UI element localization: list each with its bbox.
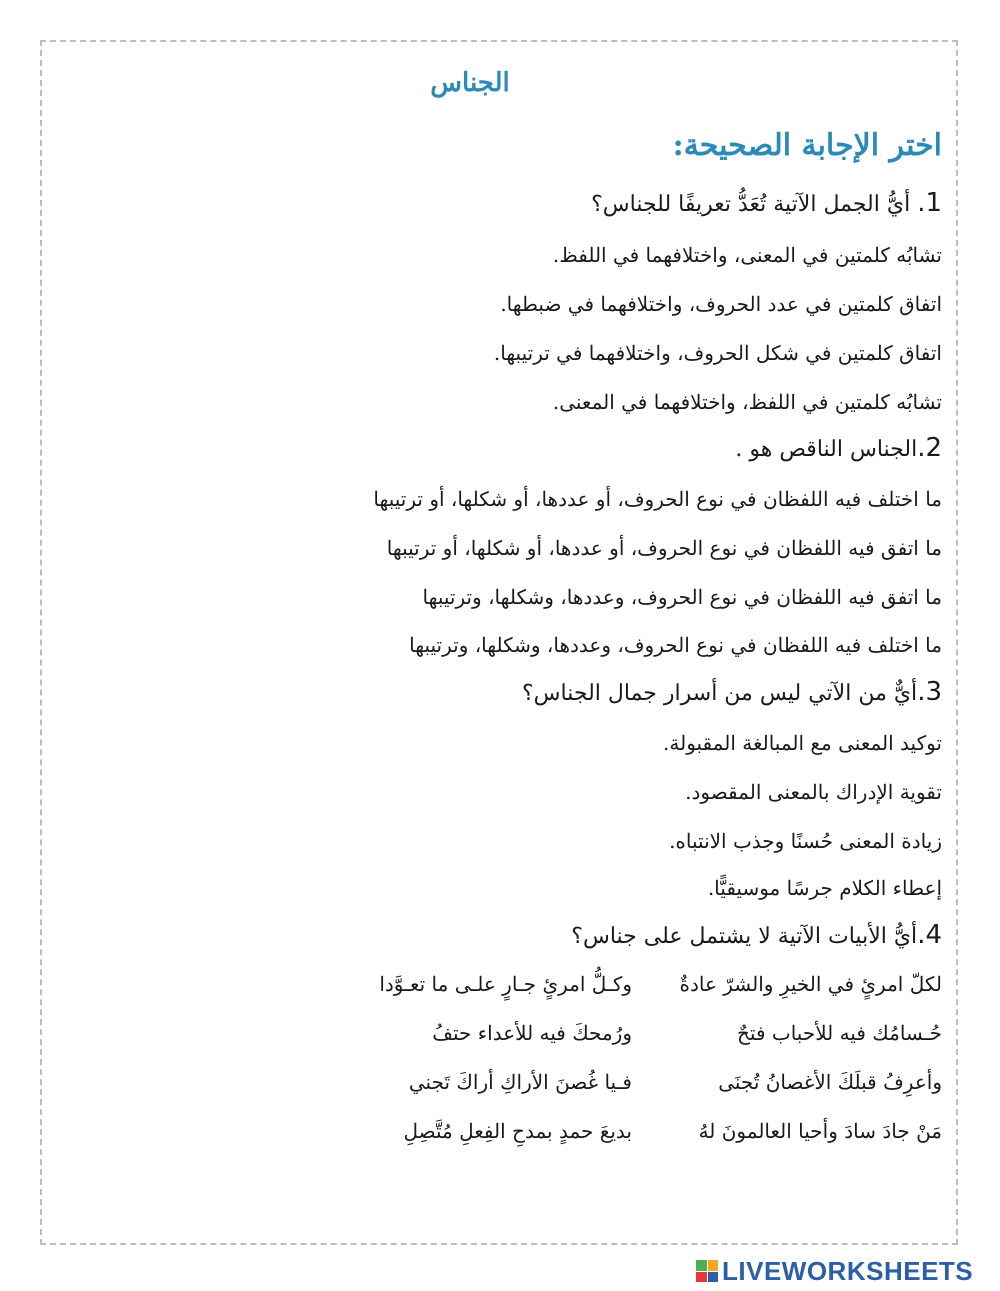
question-text: الجناس الناقص هو . <box>735 437 918 462</box>
verse-first-half: وأعرِفُ قبلَكَ الأغصانُ تُجنَى <box>718 1070 942 1094</box>
question-number: 1. <box>917 188 942 218</box>
question-2 <box>62 433 942 463</box>
q2-option-2[interactable]: ما اتفق فيه اللفظان في نوع الحروف، أو عددها، أو شكلها، أو ترتيبها <box>386 536 942 560</box>
question-text: أيُّ الأبيات الآتية لا يشتمل على جناس؟ <box>571 924 918 949</box>
q4-verse-3[interactable] <box>62 1070 942 1104</box>
q1-option-3[interactable]: اتفاق كلمتين في شكل الحروف، واختلافهما في ترتيبها. <box>493 341 942 365</box>
q4-verse-1[interactable] <box>62 972 942 1006</box>
question-text: أيُّ الجمل الآتية تُعَدُّ تعريفًا للجناس؟ <box>591 192 918 217</box>
question-3 <box>62 677 942 707</box>
instruction-heading: اختر الإجابة الصحيحة: <box>672 128 942 163</box>
question-number: 2. <box>917 433 942 463</box>
page-title: الجناس <box>430 68 510 98</box>
q1-option-4[interactable]: تشابُه كلمتين في اللفظ، واختلافهما في المعنى. <box>552 390 942 414</box>
question-text: أيٌّ من الآتي ليس من أسرار جمال الجناس؟ <box>522 681 918 706</box>
q3-option-4[interactable]: إعطاء الكلام جرسًا موسيقيًّا. <box>707 876 942 900</box>
verse-second-half: بديعَ حمدٍ بمدحِ الفِعلِ مُتَّصِلِ <box>403 1119 632 1143</box>
q4-verse-4[interactable] <box>62 1119 942 1153</box>
brand-badge-icon <box>696 1260 718 1282</box>
liveworksheets-logo <box>696 1255 974 1286</box>
question-number: 4. <box>917 920 942 950</box>
verse-first-half: مَنْ جادَ سادَ وأحيا العالمونَ لهُ <box>698 1119 942 1143</box>
q1-option-1[interactable]: تشابُه كلمتين في المعنى، واختلافهما في اللفظ. <box>552 243 942 267</box>
q3-option-1[interactable]: توكيد المعنى مع المبالغة المقبولة. <box>663 731 942 755</box>
question-1 <box>62 188 942 218</box>
q3-option-3[interactable]: زيادة المعنى حُسنًا وجذب الانتباه. <box>669 829 942 853</box>
q2-option-3[interactable]: ما اتفق فيه اللفظان في نوع الحروف، وعددها، وشكلها، وترتيبها <box>422 585 942 609</box>
q4-verse-2[interactable] <box>62 1021 942 1055</box>
question-number: 3. <box>917 677 942 707</box>
q2-option-4[interactable]: ما اختلف فيه اللفظان في نوع الحروف، وعددها، وشكلها، وترتيبها <box>409 633 942 657</box>
q3-option-2[interactable]: تقوية الإدراك بالمعنى المقصود. <box>685 780 942 804</box>
verse-first-half: حُـسامُك فيه للأحباب فتحٌ <box>737 1021 942 1045</box>
question-4 <box>62 920 942 950</box>
q1-option-2[interactable]: اتفاق كلمتين في عدد الحروف، واختلافهما في ضبطها. <box>500 292 942 316</box>
verse-second-half: ورُمحكَ فيه للأعداء حتفُ <box>432 1021 632 1045</box>
verse-second-half: وكـلُّ امرئٍ جـارٍ علـى ما تعـوَّدا <box>379 972 632 996</box>
q2-option-1[interactable]: ما اختلف فيه اللفظان في نوع الحروف، أو عددها، أو شكلها، أو ترتيبها <box>373 487 942 511</box>
brand-name: LIVEWORKSHEETS <box>722 1255 974 1286</box>
verse-second-half: فـيا غُصنَ الأراكِ أراكَ تَجني <box>408 1070 632 1094</box>
verse-first-half: لكلّ امرئٍ في الخيرِ والشرّ عادةٌ <box>679 972 942 996</box>
